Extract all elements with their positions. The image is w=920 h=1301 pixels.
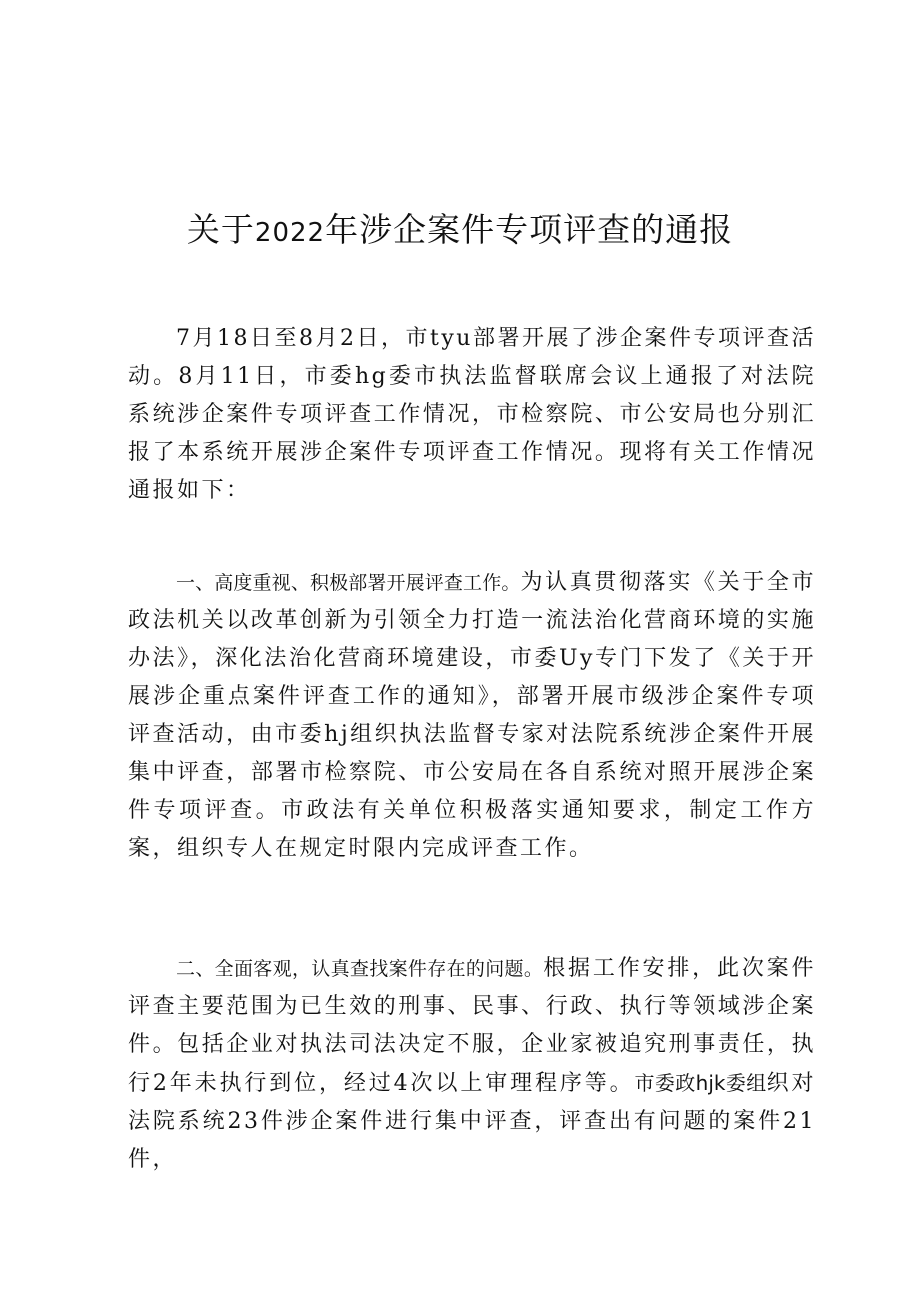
section-2-heading: 二、全面客观，认真查找案件存在的问题。	[176, 958, 544, 980]
title-year: 2022	[254, 218, 326, 248]
paragraph-section-2	[128, 950, 816, 1179]
section-1-heading: 一、高度重视、积极部署开展评查工作。	[176, 572, 521, 594]
title-prefix: 关于	[186, 210, 255, 249]
document-title	[0, 205, 920, 258]
section-1-body: 为认真贯彻落实《关于全市政法机关以改革创新为引领全力打造一流法治化营商环境的实施办法》，深化法治化营商环境建设，市委Uy专门下发了《关于开展涉企重点案件评查工作的通知》，部署开展市级涉企案件专项评查活动，由市委hj组织执法监督专家对法院系统涉企案件开展集中评查，部署市检察院、市公安局在各自系统对照开展涉企案件专项评查。市政法有关单位积极落实通知要求，制定工作方案，组织专人在规定时限内完成评查工作。	[128, 570, 816, 861]
paragraph-section-1	[128, 564, 816, 868]
title-suffix: 年涉企案件专项评查的通报	[325, 210, 734, 249]
section-2-body-a: 根据工作安排，此次案件评查主要范围为已生效的刑事、民事、行政、执行等领域涉企案件。包括企业对执法司法决定不服，企业家被追究刑事责任，执行2年未执行到位，经过4次以上审理程序等。	[128, 956, 816, 1096]
paragraph-intro: 7月18日至8月2日，市tyu部署开展了涉企案件专项评查活动。8月11日，市委hg委市执法监督联席会议上通报了对法院系统涉企案件专项评查工作情况，市检察院、市公安局也分别汇报了本系统开展涉企案件专项评查工作情况。现将有关工作情况通报如下：	[128, 326, 816, 503]
section-2-inline: 市委政hjk委组	[634, 1071, 767, 1095]
section-2-body-b: 织对法院系统23件涉企案件进行集中评查，评查出有问题的案件21件，	[128, 1071, 816, 1172]
